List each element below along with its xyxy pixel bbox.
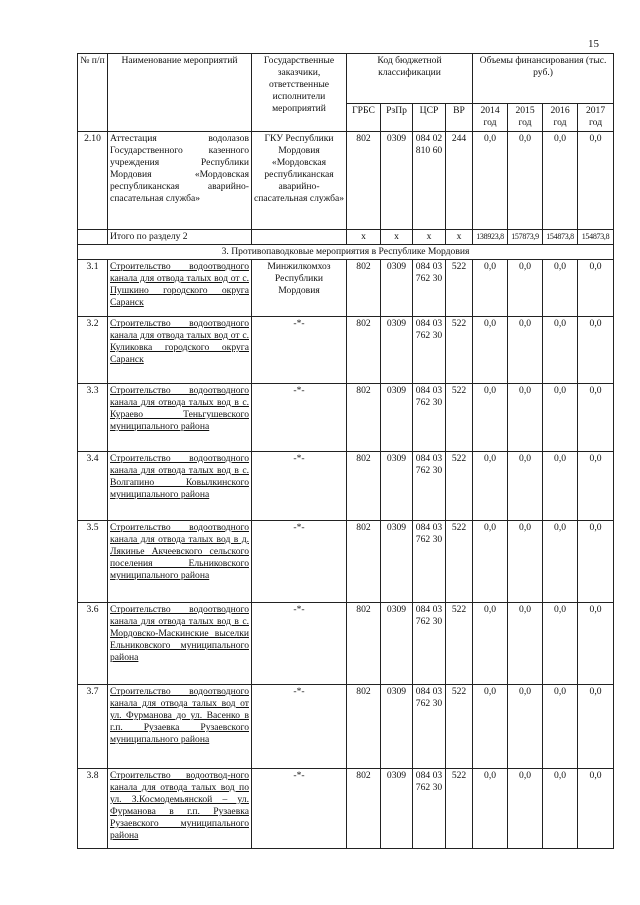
page-number: 15	[588, 38, 599, 50]
row-rzpr: 0309	[381, 685, 413, 769]
header-year-2017: 2017 год	[578, 104, 614, 132]
row-2014: 0,0	[473, 521, 508, 603]
row-name: Аттестация водолазов Государственного казенного учреждения Республики Мордовия «Мордовская республиканская аварийно-спасательная служба»	[108, 132, 252, 230]
table-row	[78, 132, 614, 230]
row-2014: 0,0	[473, 260, 508, 317]
row-2015: 0,0	[508, 685, 543, 769]
row-num: 3.6	[78, 603, 108, 685]
row-num: 3.1	[78, 260, 108, 317]
row-vr: 522	[446, 384, 473, 452]
table-row	[78, 769, 614, 849]
row-2014: 0,0	[473, 685, 508, 769]
table-row	[78, 260, 614, 317]
row-csr: 084 03 762 30	[413, 452, 446, 521]
row-2014: 0,0	[473, 384, 508, 452]
row-vr: 522	[446, 685, 473, 769]
section-title: 3. Противопаводковые мероприятия в Республике Мордовия	[78, 245, 614, 260]
row-2016: 0,0	[543, 260, 578, 317]
row-name: Строительство водоотвод-ного канала для отвода талых вод по ул. З.Космодемьянской – ул. Фурманова в г.п. Рузаевка Рузаевского муниципального района	[108, 769, 252, 849]
table-row	[78, 452, 614, 521]
row-rzpr: 0309	[381, 384, 413, 452]
row-customer: -*-	[252, 603, 347, 685]
row-csr: 084 02 810 60	[413, 132, 446, 230]
row-2015: 0,0	[508, 521, 543, 603]
header-year-2016: 2016 год	[543, 104, 578, 132]
row-rzpr: 0309	[381, 769, 413, 849]
row-grbs: 802	[347, 521, 381, 603]
total-x: х	[446, 230, 473, 245]
row-csr: 084 03 762 30	[413, 521, 446, 603]
row-2015: 0,0	[508, 132, 543, 230]
row-grbs: 802	[347, 384, 381, 452]
row-2017: 0,0	[578, 317, 614, 384]
header-customers: Государственные заказчики, ответственные исполнители мероприятий	[252, 54, 347, 132]
header-vr: ВР	[446, 104, 473, 132]
row-2016: 0,0	[543, 769, 578, 849]
row-grbs: 802	[347, 769, 381, 849]
total-2015: 157873,9	[508, 230, 543, 245]
row-name: Строительство водоотводного канала для отвода талых вод в с. Кураево Теньгушевского муниципального района	[108, 384, 252, 452]
row-2016: 0,0	[543, 521, 578, 603]
row-customer: ГКУ Республики Мордовия «Мордовская республиканская аварийно-спасательная служба»	[252, 132, 347, 230]
table-row	[78, 521, 614, 603]
row-2015: 0,0	[508, 317, 543, 384]
row-num: 2.10	[78, 132, 108, 230]
total-x: х	[413, 230, 446, 245]
row-name: Строительство водоотводного канала для отвода талых вод в д. Лякинье Акчеевского сельского поселения Ельниковского муниципального района	[108, 521, 252, 603]
row-customer: -*-	[252, 384, 347, 452]
row-rzpr: 0309	[381, 452, 413, 521]
row-2014: 0,0	[473, 769, 508, 849]
row-vr: 522	[446, 769, 473, 849]
row-2016: 0,0	[543, 603, 578, 685]
row-vr: 522	[446, 317, 473, 384]
row-2015: 0,0	[508, 603, 543, 685]
row-name: Строительство водоотводного канала для отвода талых вод в с. Мордовско-Маскинские выселки Ельниковского муниципального района	[108, 603, 252, 685]
total-label: Итого по разделу 2	[108, 230, 252, 245]
row-rzpr: 0309	[381, 603, 413, 685]
row-2015: 0,0	[508, 769, 543, 849]
total-2016: 154873,8	[543, 230, 578, 245]
row-csr: 084 03 762 30	[413, 603, 446, 685]
row-customer: -*-	[252, 685, 347, 769]
header-budget-code: Код бюджетной классификации	[347, 54, 473, 104]
row-2014: 0,0	[473, 317, 508, 384]
row-rzpr: 0309	[381, 317, 413, 384]
row-grbs: 802	[347, 603, 381, 685]
total-x: х	[347, 230, 381, 245]
row-csr: 084 03 762 30	[413, 260, 446, 317]
row-2015: 0,0	[508, 260, 543, 317]
row-2016: 0,0	[543, 384, 578, 452]
row-vr: 522	[446, 452, 473, 521]
row-2016: 0,0	[543, 685, 578, 769]
row-vr: 522	[446, 521, 473, 603]
row-num: 3.4	[78, 452, 108, 521]
table-row	[78, 685, 614, 769]
row-csr: 084 03 762 30	[413, 769, 446, 849]
row-customer: -*-	[252, 769, 347, 849]
row-2017: 0,0	[578, 521, 614, 603]
row-grbs: 802	[347, 452, 381, 521]
row-name: Строительство водоотводного канала для отвода талых вод от с. Пушкино городского округа Саранск	[108, 260, 252, 317]
row-grbs: 802	[347, 685, 381, 769]
row-num: 3.8	[78, 769, 108, 849]
total-row	[78, 230, 614, 245]
row-vr: 522	[446, 260, 473, 317]
total-2017: 154873,8	[578, 230, 614, 245]
row-2017: 0,0	[578, 603, 614, 685]
row-vr: 244	[446, 132, 473, 230]
row-customer: -*-	[252, 317, 347, 384]
row-grbs: 802	[347, 132, 381, 230]
row-2016: 0,0	[543, 452, 578, 521]
header-num: № п/п	[78, 54, 108, 132]
row-csr: 084 03 762 30	[413, 384, 446, 452]
row-2016: 0,0	[543, 317, 578, 384]
header-grbs: ГРБС	[347, 104, 381, 132]
header-name: Наименование мероприятий	[108, 54, 252, 132]
row-rzpr: 0309	[381, 260, 413, 317]
row-2017: 0,0	[578, 260, 614, 317]
header-financing: Объемы финансирования (тыс. руб.)	[473, 54, 614, 104]
row-num: 3.5	[78, 521, 108, 603]
header-year-2015: 2015 год	[508, 104, 543, 132]
row-2015: 0,0	[508, 452, 543, 521]
row-2015: 0,0	[508, 384, 543, 452]
row-num: 3.2	[78, 317, 108, 384]
row-2014: 0,0	[473, 603, 508, 685]
row-name: Строительство водоотводного канала для отвода талых вод от ул. Фурманова до ул. Васенко в г.п. Рузаевка Рузаевского муниципального района	[108, 685, 252, 769]
row-2017: 0,0	[578, 384, 614, 452]
row-2017: 0,0	[578, 685, 614, 769]
row-csr: 084 03 762 30	[413, 685, 446, 769]
row-2017: 0,0	[578, 132, 614, 230]
row-2014: 0,0	[473, 132, 508, 230]
row-2017: 0,0	[578, 769, 614, 849]
header-csr: ЦСР	[413, 104, 446, 132]
row-customer: Минжилкомхоз Республики Мордовия	[252, 260, 347, 317]
row-2017: 0,0	[578, 452, 614, 521]
row-rzpr: 0309	[381, 132, 413, 230]
row-rzpr: 0309	[381, 521, 413, 603]
row-customer: -*-	[252, 521, 347, 603]
table-row	[78, 317, 614, 384]
total-x: х	[381, 230, 413, 245]
row-csr: 084 03 762 30	[413, 317, 446, 384]
row-customer: -*-	[252, 452, 347, 521]
row-2016: 0,0	[543, 132, 578, 230]
row-num: 3.3	[78, 384, 108, 452]
table-row	[78, 384, 614, 452]
financing-table	[77, 53, 614, 849]
row-vr: 522	[446, 603, 473, 685]
row-num: 3.7	[78, 685, 108, 769]
row-grbs: 802	[347, 260, 381, 317]
row-name: Строительство водоотводного канала для отвода талых вод от с. Куликовка городского округа Саранск	[108, 317, 252, 384]
row-2014: 0,0	[473, 452, 508, 521]
table-row	[78, 603, 614, 685]
row-name: Строительство водоотводного канала для отвода талых вод в с. Волгапино Ковылкинского муниципального района	[108, 452, 252, 521]
row-grbs: 802	[347, 317, 381, 384]
header-rzpr: РзПр	[381, 104, 413, 132]
header-year-2014: 2014 год	[473, 104, 508, 132]
total-2014: 138923,8	[473, 230, 508, 245]
